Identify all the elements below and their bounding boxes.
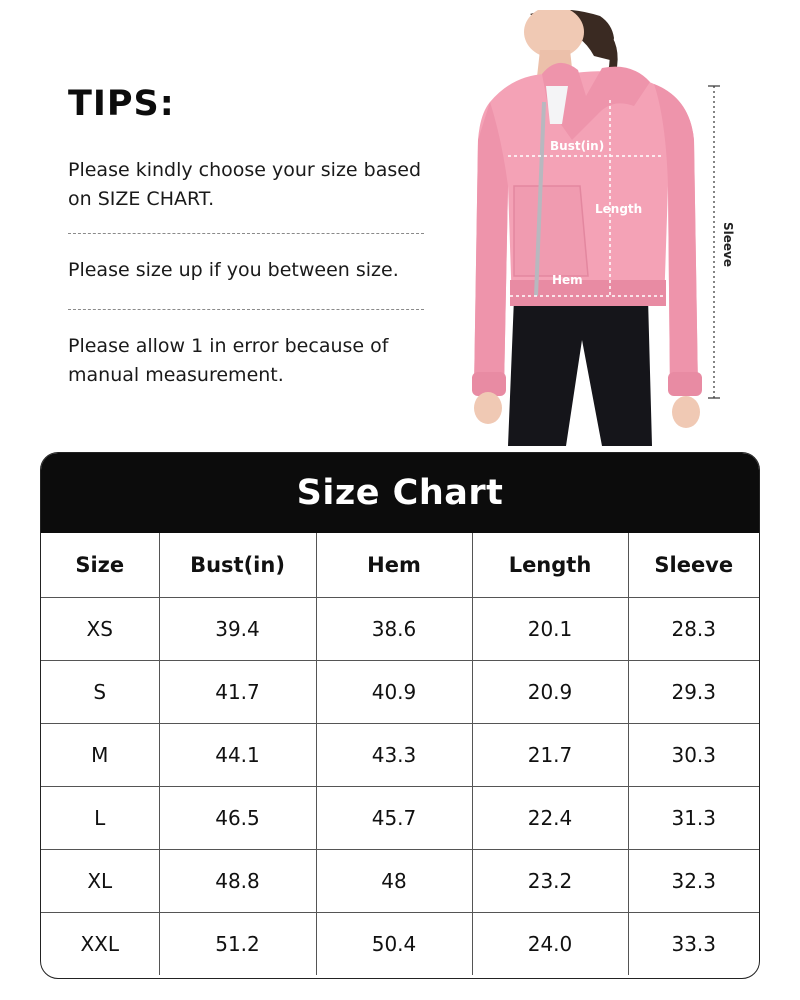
sleeve-cell: 32.3 — [628, 850, 759, 913]
tip-divider — [68, 233, 424, 234]
length-cell: 24.0 — [472, 913, 628, 976]
hoodie-model-image — [462, 10, 762, 450]
sleeve-cell: 31.3 — [628, 787, 759, 850]
column-header-bust: Bust(in) — [159, 533, 316, 598]
length-cell: 20.9 — [472, 661, 628, 724]
bust-label: Bust(in) — [550, 139, 605, 153]
size-cell: M — [41, 724, 159, 787]
bust-cell: 44.1 — [159, 724, 316, 787]
hem-cell: 48 — [316, 850, 472, 913]
column-header-length: Length — [472, 533, 628, 598]
hem-cell: 38.6 — [316, 598, 472, 661]
column-header-hem: Hem — [316, 533, 472, 598]
size-table — [41, 533, 759, 975]
bust-cell: 51.2 — [159, 913, 316, 976]
size-cell: XXL — [41, 913, 159, 976]
size-cell: L — [41, 787, 159, 850]
bust-cell: 48.8 — [159, 850, 316, 913]
table-row — [41, 661, 759, 724]
length-cell: 21.7 — [472, 724, 628, 787]
length-cell: 23.2 — [472, 850, 628, 913]
table-row — [41, 724, 759, 787]
sleeve-cell: 33.3 — [628, 913, 759, 976]
sleeve-cell: 29.3 — [628, 661, 759, 724]
table-row — [41, 913, 759, 976]
sleeve-cell: 28.3 — [628, 598, 759, 661]
model-pants — [508, 298, 652, 446]
model-hand-right — [672, 396, 700, 428]
length-label: Length — [595, 202, 643, 216]
hoodie-waistband — [510, 280, 666, 306]
length-cell: 22.4 — [472, 787, 628, 850]
tip-size-chart: Please kindly choose your size based on SIZE CHART. — [68, 159, 422, 210]
hem-label: Hem — [552, 273, 583, 287]
tip-divider — [68, 309, 424, 310]
length-cell: 20.1 — [472, 598, 628, 661]
hem-cell: 43.3 — [316, 724, 472, 787]
hem-cell: 50.4 — [316, 913, 472, 976]
bust-cell: 46.5 — [159, 787, 316, 850]
size-cell: XL — [41, 850, 159, 913]
column-header-sleeve: Sleeve — [628, 533, 759, 598]
hem-cell: 40.9 — [316, 661, 472, 724]
tip-size-up: Please size up if you between size. — [68, 259, 399, 281]
size-cell: XS — [41, 598, 159, 661]
bust-cell: 41.7 — [159, 661, 316, 724]
table-row — [41, 598, 759, 661]
column-header-size: Size — [41, 533, 159, 598]
sleeve-cell: 30.3 — [628, 724, 759, 787]
size-chart — [40, 452, 760, 979]
tips-heading: TIPS: — [68, 84, 175, 124]
table-row — [41, 850, 759, 913]
size-chart-title: Size Chart — [41, 453, 759, 533]
hoodie-cuff-right — [668, 372, 702, 396]
size-cell: S — [41, 661, 159, 724]
bust-cell: 39.4 — [159, 598, 316, 661]
hoodie-pocket — [514, 186, 588, 276]
size-table-header-row — [41, 533, 759, 598]
tip-measurement-error: Please allow 1 in error because of manual measurement. — [68, 335, 389, 386]
table-row — [41, 787, 759, 850]
sleeve-label: Sleeve — [721, 222, 735, 267]
model-hand-left — [474, 392, 502, 424]
hem-cell: 45.7 — [316, 787, 472, 850]
